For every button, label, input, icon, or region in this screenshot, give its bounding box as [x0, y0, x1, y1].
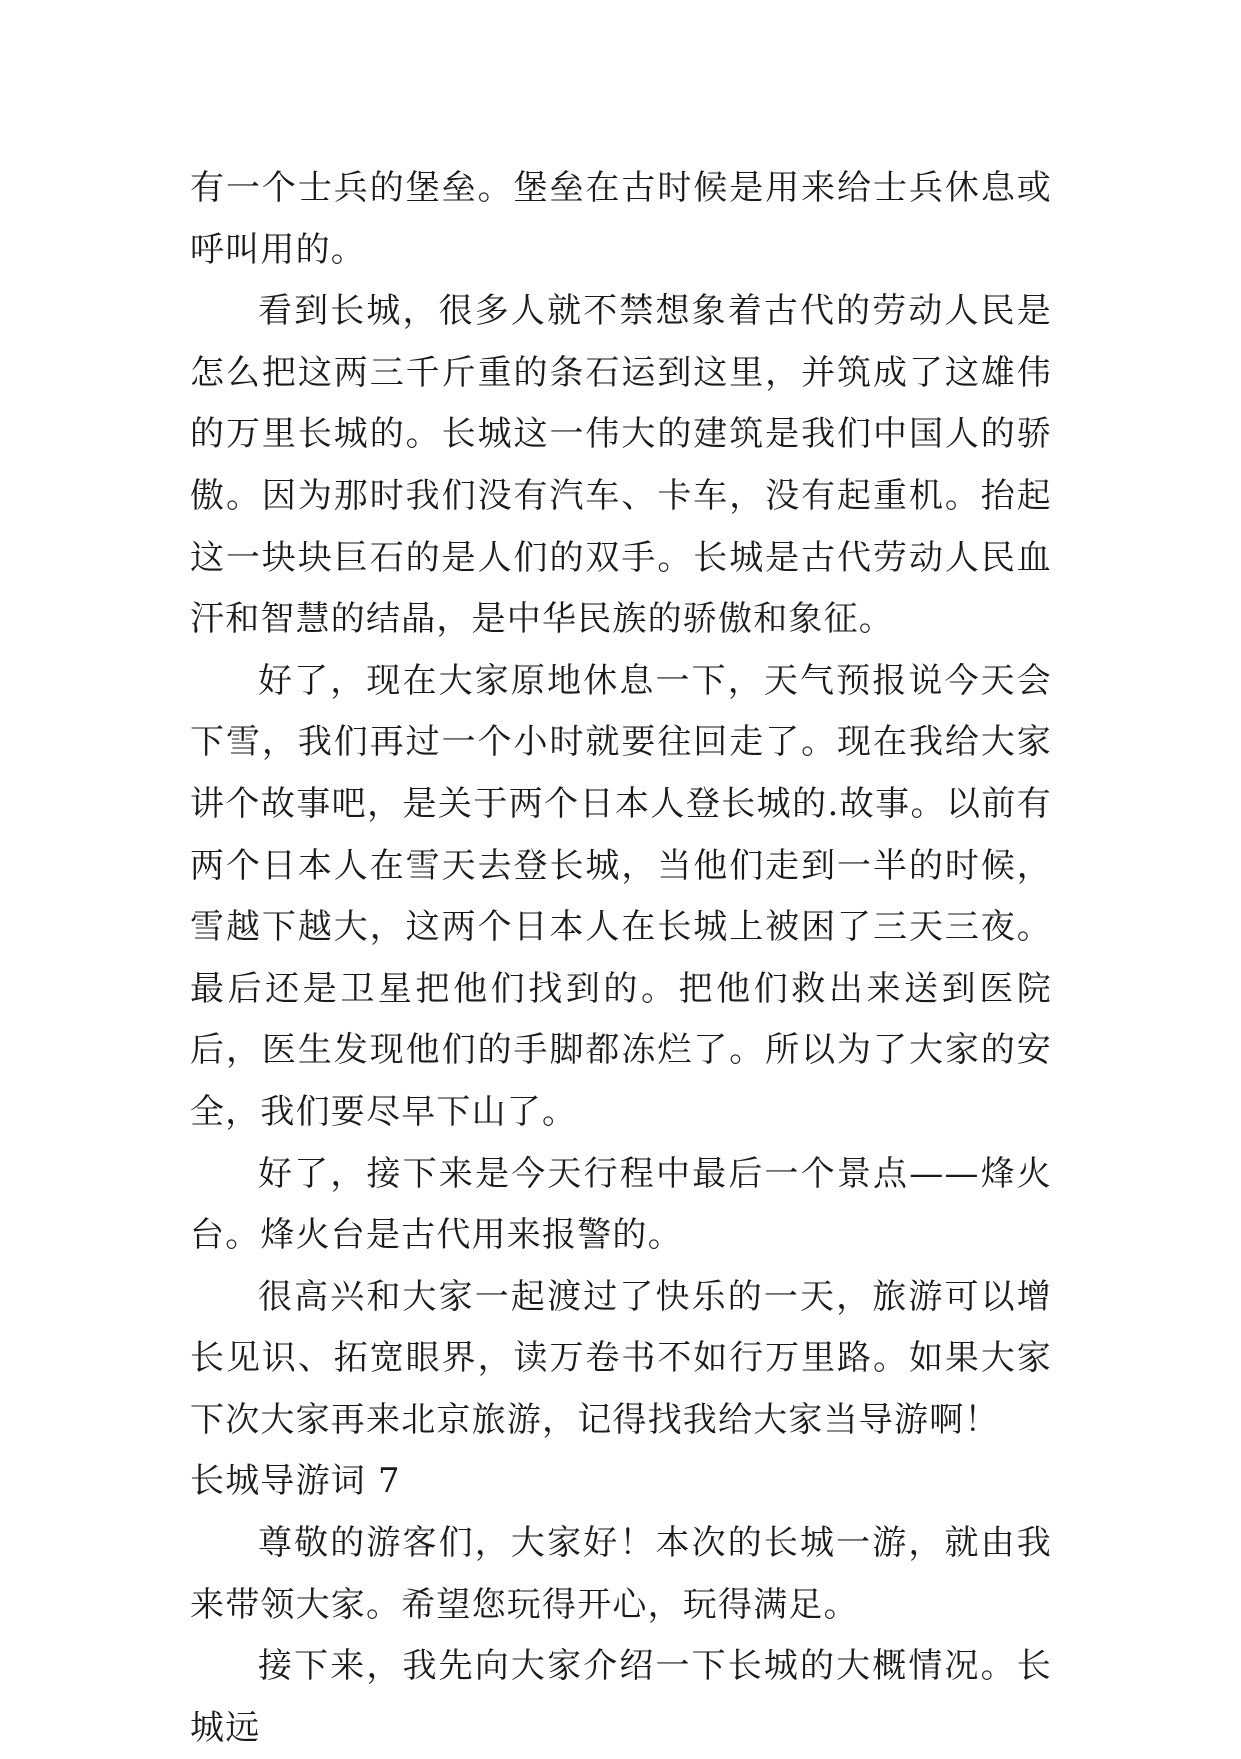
- paragraph-3: 好了，现在大家原地休息一下，天气预报说今天会下雪，我们再过一个小时就要往回走了。现在我给大家讲个故事吧，是关于两个日本人登长城的.故事。以前有两个日本人在雪天去登长城，当他们走到一半的时候，雪越下越大，这两个日本人在长城上被困了三天三夜。最后还是卫星把他们找到的。把他们救出来送到医院后，医生发现他们的手脚都冻烂了。所以为了大家的安全，我们要尽早下山了。: [190, 660, 1052, 1132]
- paragraph-1: 有一个士兵的堡垒。堡垒在古时候是用来给士兵休息或呼叫用的。: [190, 168, 1052, 270]
- paragraph-2: 看到长城，很多人就不禁想象着古代的劳动人民是怎么把这两三千斤重的条石运到这里，并筑成了这雄伟的万里长城的。长城这一伟大的建筑是我们中国人的骄傲。因为那时我们没有汽车、卡车，没有起重机。抬起这一块块巨石的是人们的双手。长城是古代劳动人民血汗和智慧的结晶，是中华民族的骄傲和象征。: [190, 291, 1052, 640]
- document-body: [190, 158, 1052, 1759]
- paragraph-6: 尊敬的游客们，大家好！本次的长城一游，就由我来带领大家。希望您玩得开心，玩得满足。: [190, 1523, 1052, 1625]
- paragraph-7: 接下来，我先向大家介绍一下长城的大概情况。长城远: [190, 1646, 1052, 1748]
- paragraph-5: 很高兴和大家一起渡过了快乐的一天，旅游可以增长见识、拓宽眼界，读万卷书不如行万里路。如果大家下次大家再来北京旅游，记得找我给大家当导游啊！: [190, 1276, 1052, 1440]
- section-heading: 长城导游词 7: [190, 1461, 401, 1502]
- paragraph-4: 好了，接下来是今天行程中最后一个景点——烽火台。烽火台是古代用来报警的。: [190, 1153, 1052, 1256]
